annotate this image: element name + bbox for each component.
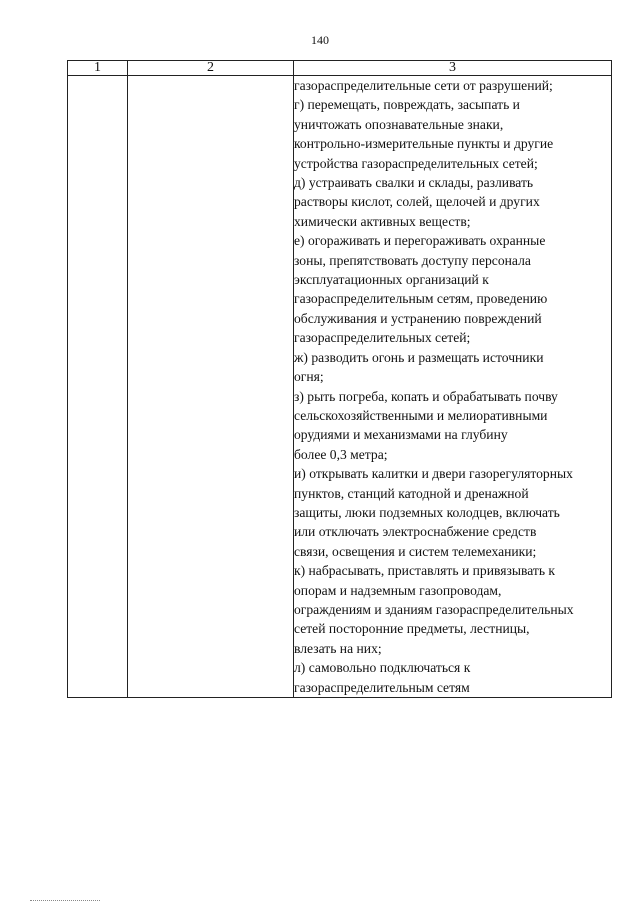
text-line: и) открывать калитки и двери газорегуляторных bbox=[294, 466, 573, 482]
text-line: ж) разводить огонь и размещать источники bbox=[294, 349, 544, 365]
text-line: обслуживания и устранению повреждений bbox=[294, 310, 542, 326]
document-table bbox=[67, 60, 612, 698]
text-line: газораспределительным сетям bbox=[294, 679, 470, 695]
text-line: более 0,3 метра; bbox=[294, 446, 388, 462]
text-line: з) рыть погреба, копать и обрабатывать почву bbox=[294, 388, 558, 404]
column-header-3: 3 bbox=[294, 61, 612, 76]
text-line: г) перемещать, повреждать, засыпать и bbox=[294, 97, 520, 113]
text-line: сельскохозяйственными и мелиоративными bbox=[294, 407, 548, 423]
text-line: л) самовольно подключаться к bbox=[294, 660, 471, 676]
text-line: д) устраивать свалки и склады, разливать bbox=[294, 175, 534, 191]
text-line: ограждениям и зданиям газораспределительных bbox=[294, 601, 574, 617]
text-line: зоны, препятствовать доступу персонала bbox=[294, 252, 531, 268]
text-line: пунктов, станций катодной и дренажной bbox=[294, 485, 529, 501]
text-line: опорам и надземным газопроводам, bbox=[294, 582, 502, 598]
text-line: влезать на них; bbox=[294, 640, 382, 656]
text-line: связи, освещения и систем телемеханики; bbox=[294, 543, 537, 559]
text-line: растворы кислот, солей, щелочей и других bbox=[294, 194, 540, 210]
text-line: или отключать электроснабжение средств bbox=[294, 524, 537, 540]
column-header-2: 2 bbox=[128, 61, 294, 76]
text-line: огня; bbox=[294, 369, 324, 385]
text-line: газораспределительным сетям, проведению bbox=[294, 291, 548, 307]
text-line: эксплуатационных организаций к bbox=[294, 272, 489, 288]
table-row bbox=[68, 76, 612, 698]
text-line: е) огораживать и перегораживать охранные bbox=[294, 233, 546, 249]
footer-mark bbox=[30, 900, 100, 902]
table-header-row bbox=[68, 61, 612, 76]
text-line: к) набрасывать, приставлять и привязывать к bbox=[294, 563, 556, 579]
page-number: 140 bbox=[311, 33, 329, 47]
column-header-1: 1 bbox=[68, 61, 128, 76]
text-line: защиты, люки подземных колодцев, включать bbox=[294, 504, 560, 520]
text-line: устройства газораспределительных сетей; bbox=[294, 155, 538, 171]
table-cell-col2 bbox=[128, 76, 294, 698]
table-cell-col1 bbox=[68, 76, 128, 698]
text-line: контрольно-измерительные пункты и другие bbox=[294, 136, 554, 152]
table-cell-col3 bbox=[294, 76, 612, 698]
text-line: орудиями и механизмами на глубину bbox=[294, 427, 508, 443]
text-line: химически активных веществ; bbox=[294, 213, 471, 229]
text-line: газораспределительных сетей; bbox=[294, 330, 471, 346]
text-line: уничтожать опознавательные знаки, bbox=[294, 116, 504, 132]
text-line: газораспределительные сети от разрушений; bbox=[294, 78, 553, 93]
text-line: сетей посторонние предметы, лестницы, bbox=[294, 621, 530, 637]
